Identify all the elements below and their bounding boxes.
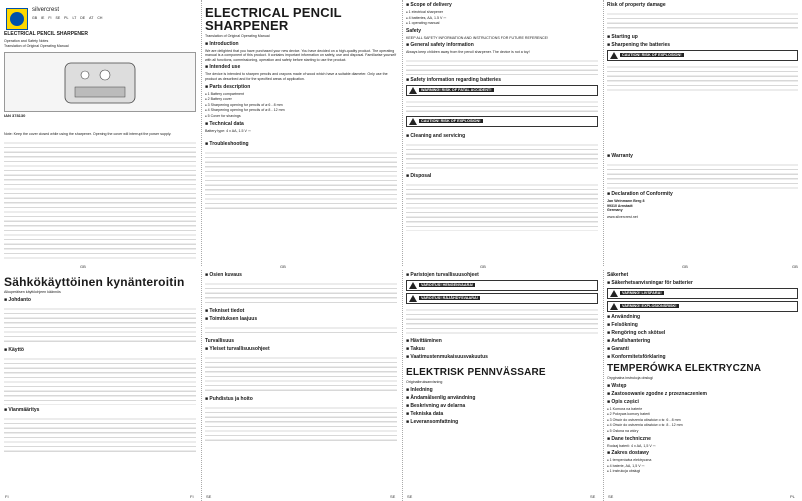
fi-caution: VAROITUS! RÄJÄHDYSVAARA!: [406, 293, 598, 304]
se-caution: VARNING! EXPLOSIONSRISK!: [607, 301, 798, 312]
column-cover: [0, 0, 200, 266]
language-codes: GB IE FI SE PL LT DE AT CH: [32, 16, 103, 20]
gb-title: ELECTRICAL PENCIL SHARPENER: [205, 5, 342, 33]
se-parts-heading: ■ Beskrivning av delarna: [406, 402, 466, 409]
gb-scope-3: ● 1 operating manual: [406, 21, 598, 26]
se-warranty-heading: ■ Garanti: [607, 346, 629, 352]
gb-general-lines: [406, 57, 598, 75]
gb-general-heading: ■ General safety information: [406, 42, 474, 49]
gb-parts-heading: ■ Parts description: [205, 83, 251, 90]
fi-warranty-heading: ■ Takuu: [406, 346, 425, 352]
pl-title: TEMPERÓWKA ELEKTRYCZNA: [607, 363, 762, 374]
pl-tech-heading: ■ Dane techniczne: [607, 435, 651, 442]
se-scope-heading: ■ Leveransomfattning: [406, 418, 459, 425]
gb-sharpen-heading: ■ Sharpening the batteries: [607, 42, 671, 48]
gb-disposal-heading: ■ Disposal: [406, 172, 432, 179]
note-block: [4, 132, 196, 261]
gb-cleaning-heading: ■ Cleaning and servicing: [406, 132, 466, 139]
column-fi-2: [201, 270, 401, 501]
pl-scope-1: ● 1 temperówka elektryczna: [607, 458, 798, 463]
fi-trouble-lines: [4, 415, 196, 455]
fi-parts-heading: ■ Osien kuvaus: [205, 272, 242, 278]
gb-scope-2: ● 4 batteries, AA, 1.5 V ⎓: [406, 16, 598, 21]
fi-title: Sähkökäyttöinen kynänteroitin: [4, 275, 185, 289]
fi-battery-lines: [406, 306, 598, 336]
column-fi-se: [402, 270, 602, 501]
cover-subtitle-2: Translation of Original Operating Manual: [4, 44, 69, 48]
fi-battery-heading: ■ Paristojen turvallisuusohjeet: [406, 272, 479, 278]
column-gb-2: [402, 0, 602, 266]
fi-intro-heading: ■ Johdanto: [4, 296, 31, 303]
column-fi-1: [0, 270, 200, 501]
column-se-pl: [603, 270, 802, 501]
gb-battery-heading: ■ Safety information regarding batteries: [406, 76, 501, 83]
se-tech-heading: ■ Tekniska data: [406, 410, 444, 417]
gb-warranty-lines: [607, 161, 798, 189]
sharpener-drawing-icon: [5, 53, 195, 111]
row-bottom: [0, 270, 802, 501]
strip-bottom: FI FI SE SE SE SE SE PL: [5, 494, 795, 499]
brand-name: silvercrest: [32, 7, 60, 13]
gb-conformity-heading: ■ Declaration of Conformity: [607, 191, 673, 197]
gb-scope-1: ● 1 electrical sharpener: [406, 10, 598, 15]
se-safety-heading: Säkerhet: [607, 272, 629, 278]
gb-warranty-heading: ■ Warranty: [607, 153, 633, 159]
gb-scope-heading: ■ Scope of delivery: [406, 2, 452, 8]
fi-general-lines: [205, 354, 397, 394]
fi-conformity-heading: ■ Vaatimustenmukaisuusvakuutus: [406, 354, 488, 360]
gb-intended-heading: ■ Intended use: [205, 64, 241, 71]
gb-startup-heading: ■ Starting up: [607, 34, 638, 40]
gb-tech-text: Battery type: 4 x AA, 1.5 V ⎓: [205, 128, 251, 133]
se-battery-warning: VARNING! LIVSFARA!: [607, 288, 798, 299]
gb-part-2: ● 2 Battery cover: [205, 97, 397, 102]
warning-icon: [610, 52, 618, 59]
fi-scope-lines: [205, 324, 397, 336]
gb-trouble-lines: [205, 149, 397, 209]
fi-disposal-heading: ■ Hävittäminen: [406, 338, 442, 344]
pl-intended-heading: ■ Zastosowanie zgodne z przeznaczeniem: [607, 390, 707, 397]
se-intro-heading: ■ Inledning: [406, 386, 433, 393]
gb-battery-lines: [406, 98, 598, 114]
se-disposal-heading: ■ Avfallshantering: [607, 338, 651, 344]
se-cleaning-heading: ■ Rengöring och skötsel: [607, 330, 666, 336]
gb-caution: CAUTION! RISK OF EXPLOSION!: [406, 116, 598, 127]
note-text: Note: Keep the cover closed while using the sharpener. Opening the cover will interrupt the power supply.: [4, 132, 172, 136]
cover-title: ELECTRICAL PENCIL SHARPENER: [4, 31, 88, 37]
fi-subtitle: Alkuperäisen käyttöohjeen käännös: [4, 290, 61, 294]
se-trouble-heading: ■ Felsökning: [607, 322, 638, 328]
product-image: [4, 52, 196, 112]
pl-subtitle: Oryginalna instrukcja obsługi: [607, 376, 653, 380]
gb-part-5: ● 5 Cover for shavings: [205, 114, 397, 119]
gb-sharpen-lines: [607, 63, 798, 93]
pl-parts-heading: ■ Opis części: [607, 398, 639, 405]
gb-disposal-lines: [406, 181, 598, 231]
warning-icon: [409, 118, 417, 125]
gb-property-lines: [607, 10, 798, 32]
gb-tech-heading: ■ Technical data: [205, 120, 244, 127]
se-battery-heading: ■ Säkerhetsanvisningar för batterier: [607, 280, 693, 286]
fi-use-heading: ■ Käyttö: [4, 346, 24, 353]
column-gb-3: [603, 0, 802, 266]
gb-trouble-heading: ■ Troubleshooting: [205, 141, 249, 148]
fi-general-heading: ■ Yleiset turvallisuusohjeet: [205, 346, 270, 352]
fi-use-lines: [4, 355, 196, 405]
pl-part-4: ● 4 Otwór do ostrzenia ołówków o śr. 8 - 12 mm: [607, 423, 798, 428]
strip-gb: GB GB GB GB GB: [80, 264, 798, 269]
fi-safety-heading: Turvallisuus: [205, 338, 235, 344]
pl-scope-3: ● 1 instrukcja obsługi: [607, 469, 798, 474]
cover-subtitle: Operation and Safety Notes: [4, 39, 49, 43]
gb-url: www.silvercrest.net: [607, 214, 638, 219]
gb-subtitle: Translation of Original Operating Manual: [205, 34, 270, 38]
se-title: ELEKTRISK PENNVÄSSARE: [406, 367, 546, 378]
se-subtitle: Originalbruksanvisning: [406, 380, 443, 384]
warning-icon: [409, 87, 417, 94]
se-conformity-heading: ■ Konformitetsförklaring: [607, 354, 666, 360]
ian-number: IAN 378130: [4, 113, 26, 118]
gb-intro-text: We are delighted that you have purchased your new device. You have decided on a high-quality product. The operating manual is a component of this product. It contains important information on safety, use and disposal. Familiarise yourself with all functions, commissioning, operation and safety before starting to use the product.: [205, 48, 397, 62]
gb-caution-2: CAUTION! RISK OF EXPLOSION!: [607, 50, 798, 61]
warning-icon: [409, 295, 417, 302]
gb-property-heading: Risk of property damage: [607, 2, 666, 8]
brand-logo-icon: [6, 8, 28, 30]
gb-part-3: ● 3 Sharpening opening for pencils of ø 6 - 8 mm: [205, 103, 397, 108]
fi-scope-heading: ■ Toimituksen laajuus: [205, 316, 258, 322]
fi-tech-heading: ■ Tekniset tiedot: [205, 308, 245, 314]
gb-intro-heading: ■ Introduction: [205, 40, 239, 47]
body-text-lines: [4, 139, 196, 259]
fi-trouble-heading: ■ Vianmääritys: [4, 406, 40, 413]
gb-part-4: ● 4 Sharpening opening for pencils of ø 8 - 12 mm: [205, 108, 397, 113]
gb-general-text: Always keep children away from the pencil sharpener. The device is not a toy!: [406, 50, 530, 55]
gb-part-1: ● 1 Battery compartment: [205, 92, 397, 97]
column-gb-1: [201, 0, 401, 266]
gb-address: Jan Weinmann Berg 8 99310 Arnstadt Germany: [607, 199, 645, 213]
fi-intro-lines: [4, 305, 196, 345]
pl-part-2: ● 2 Pokrywa komory baterii: [607, 412, 798, 417]
pl-part-5: ● 5 Osłona na wióry: [607, 429, 798, 434]
fi-parts-lines: [205, 280, 397, 306]
pl-part-1: ● 1 Komora na baterie: [607, 407, 798, 412]
se-use-heading: ■ Användning: [607, 314, 641, 320]
warning-icon: [409, 282, 417, 289]
fi-cleaning-lines: [205, 404, 397, 444]
gb-intended-text: The device is intended to sharpen pencils and crayons made of wood which have a suitable diameter. Only use the product as described and for the specified areas of application.: [205, 72, 388, 81]
pl-intro-heading: ■ Wstęp: [607, 382, 627, 389]
gb-cleaning-lines: [406, 141, 598, 171]
pl-tech-text: Rodzaj baterii: 4 x AA, 1,5 V ⎓: [607, 443, 656, 448]
warning-icon: [610, 303, 618, 310]
gb-safety-text: KEEP ALL SAFETY INFORMATION AND INSTRUCTIONS FOR FUTURE REFERENCE!: [406, 35, 549, 40]
pl-scope-2: ● 4 baterie, AA, 1,5 V ⎓: [607, 464, 798, 469]
fi-battery-warning: VAROITUS! HENGENVAARA!: [406, 280, 598, 291]
pl-scope-heading: ■ Zakres dostawy: [607, 450, 649, 457]
gb-battery-warning: WARNING! RISK OF FATAL ACCIDENT!: [406, 85, 598, 96]
fi-cleaning-heading: ■ Puhdistus ja hoito: [205, 396, 253, 402]
pl-part-3: ● 3 Otwór do ostrzenia ołówków o śr. 6 - 8 mm: [607, 418, 798, 423]
se-intended-heading: ■ Ändamålsenlig användning: [406, 394, 476, 401]
gb-safety-heading: Safety: [406, 27, 422, 34]
warning-icon: [610, 290, 618, 297]
